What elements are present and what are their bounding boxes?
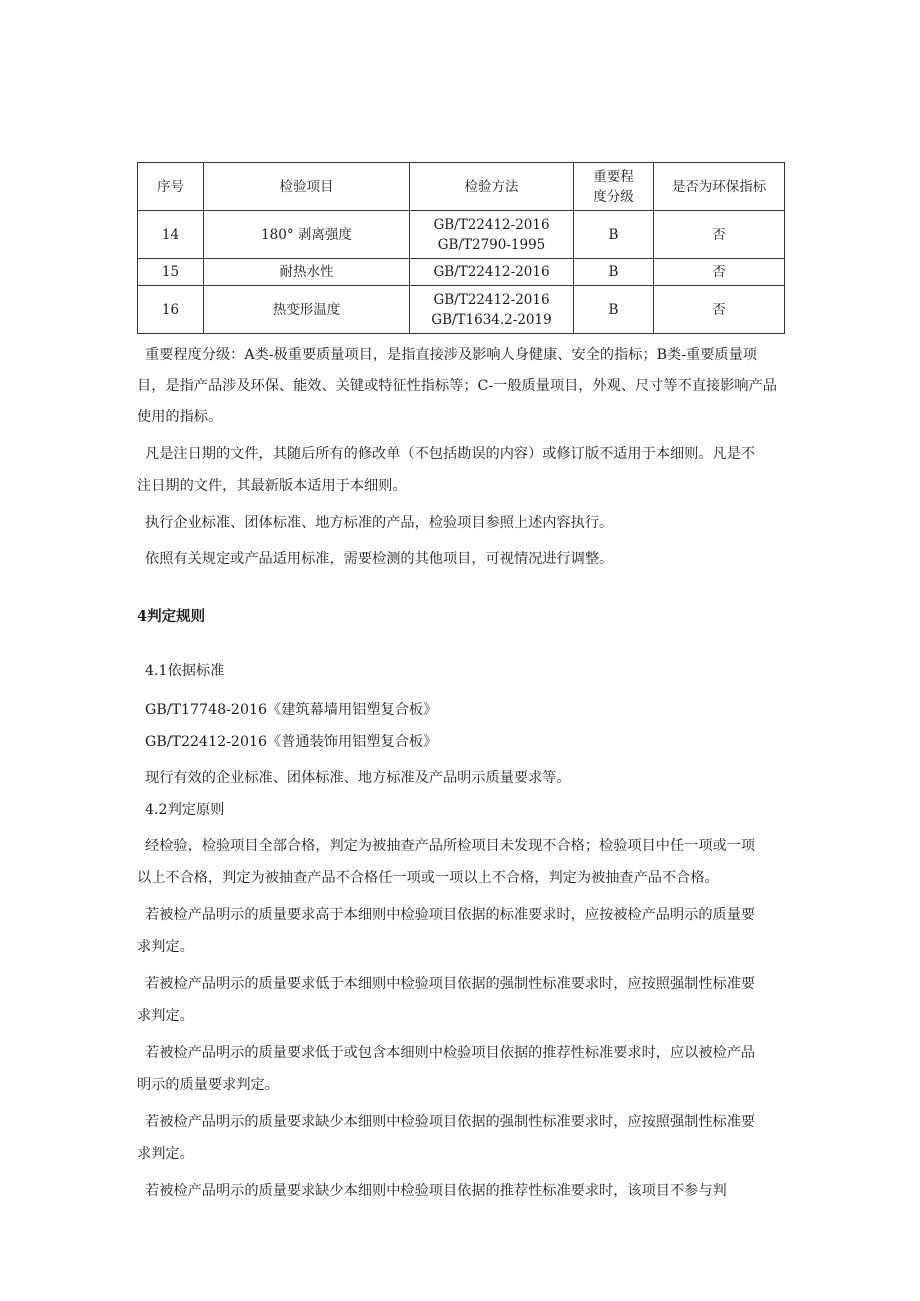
grading-note-line: 重要程度分级：A类-极重要质量项目，是指直接涉及影响人身健康、安全的指标；B类-重要质量项 [145, 347, 757, 363]
enterprise-note: 执行企业标准、团体标准、地方标准的产品，检验项目参照上述内容执行。 [145, 515, 614, 531]
cell-no: 15 [138, 259, 204, 286]
standard-item: GB/T17748-2016《建筑幕墙用铝塑复合板》 [145, 702, 438, 718]
cell-no: 14 [138, 211, 204, 259]
cell-item: 180° 剥离强度 [204, 211, 410, 259]
principle-line: 以上不合格，判定为被抽查产品不合格任一项或一项以上不合格，判定为被抽查产品不合格。 [137, 870, 719, 886]
method-line: GB/T1634.2-2019 [431, 311, 552, 328]
cell-env: 否 [654, 259, 785, 286]
cell-grade: B [574, 211, 654, 259]
method-line: GB/T22412-2016 [433, 291, 550, 308]
principle-line: 求判定。 [137, 1008, 194, 1024]
subsection-title: 4.2判定原则 [145, 802, 225, 818]
table-row [138, 286, 785, 334]
standard-item: 现行有效的企业标准、团体标准、地方标准及产品明示质量要求等。 [145, 770, 571, 786]
cell-env: 否 [654, 286, 785, 334]
header-method: 检验方法 [410, 163, 574, 211]
cell-no: 16 [138, 286, 204, 334]
grading-note-line: 使用的指标。 [137, 409, 223, 425]
dated-note-line: 凡是注日期的文件，其随后所有的修改单（不包括勘误的内容）或修订版不适用于本细则。凡是不 [145, 446, 756, 462]
section-title: 4判定规则 [137, 608, 206, 625]
principle-line: 若被检产品明示的质量要求缺少本细则中检验项目依据的推荐性标准要求时，该项目不参与判 [145, 1183, 727, 1199]
inspection-table [137, 162, 785, 334]
principle-line: 经检验，检验项目全部合格，判定为被抽查产品所检项目未发现不合格；检验项目中任一项或一项 [145, 838, 756, 854]
principle-line: 若被检产品明示的质量要求高于本细则中检验项目依据的标准要求时，应按被检产品明示的质量要 [145, 907, 756, 923]
adjust-note: 依照有关规定或产品适用标准，需要检测的其他项目，可视情况进行调整。 [145, 551, 614, 567]
subsection-title: 4.1依据标准 [145, 663, 225, 679]
grading-note-line: 目，是指产品涉及环保、能效、关键或特征性指标等；C-一般质量项目，外观、尺寸等不直接影响产品 [137, 378, 777, 394]
cell-item: 耐热水性 [204, 259, 410, 286]
cell-item: 热变形温度 [204, 286, 410, 334]
standard-item: GB/T22412-2016《普通装饰用铝塑复合板》 [145, 734, 438, 750]
method-line: GB/T2790-1995 [437, 236, 546, 253]
header-grade: 重要程度分级 [574, 163, 654, 211]
cell-grade: B [574, 259, 654, 286]
principle-line: 若被检产品明示的质量要求低于本细则中检验项目依据的强制性标准要求时，应按照强制性标准要 [145, 976, 756, 992]
principle-line: 明示的质量要求判定。 [137, 1077, 279, 1093]
principle-line: 求判定。 [137, 1146, 194, 1162]
cell-env: 否 [654, 211, 785, 259]
header-env: 是否为环保指标 [654, 163, 785, 211]
cell-method [410, 286, 574, 334]
table-header-row [138, 163, 785, 211]
method-line: GB/T22412-2016 [433, 264, 550, 280]
table-row [138, 211, 785, 259]
cell-method [410, 259, 574, 286]
principle-line: 求判定。 [137, 939, 194, 955]
dated-note-line: 注日期的文件，其最新版本适用于本细则。 [137, 478, 407, 494]
principle-line: 若被检产品明示的质量要求低于或包含本细则中检验项目依据的推荐性标准要求时，应以被检产品 [145, 1045, 756, 1061]
table-row [138, 259, 785, 286]
method-line: GB/T22412-2016 [433, 216, 550, 233]
header-no: 序号 [138, 163, 204, 211]
cell-grade: B [574, 286, 654, 334]
cell-method [410, 211, 574, 259]
header-item: 检验项目 [204, 163, 410, 211]
principle-line: 若被检产品明示的质量要求缺少本细则中检验项目依据的强制性标准要求时，应按照强制性标准要 [145, 1114, 756, 1130]
